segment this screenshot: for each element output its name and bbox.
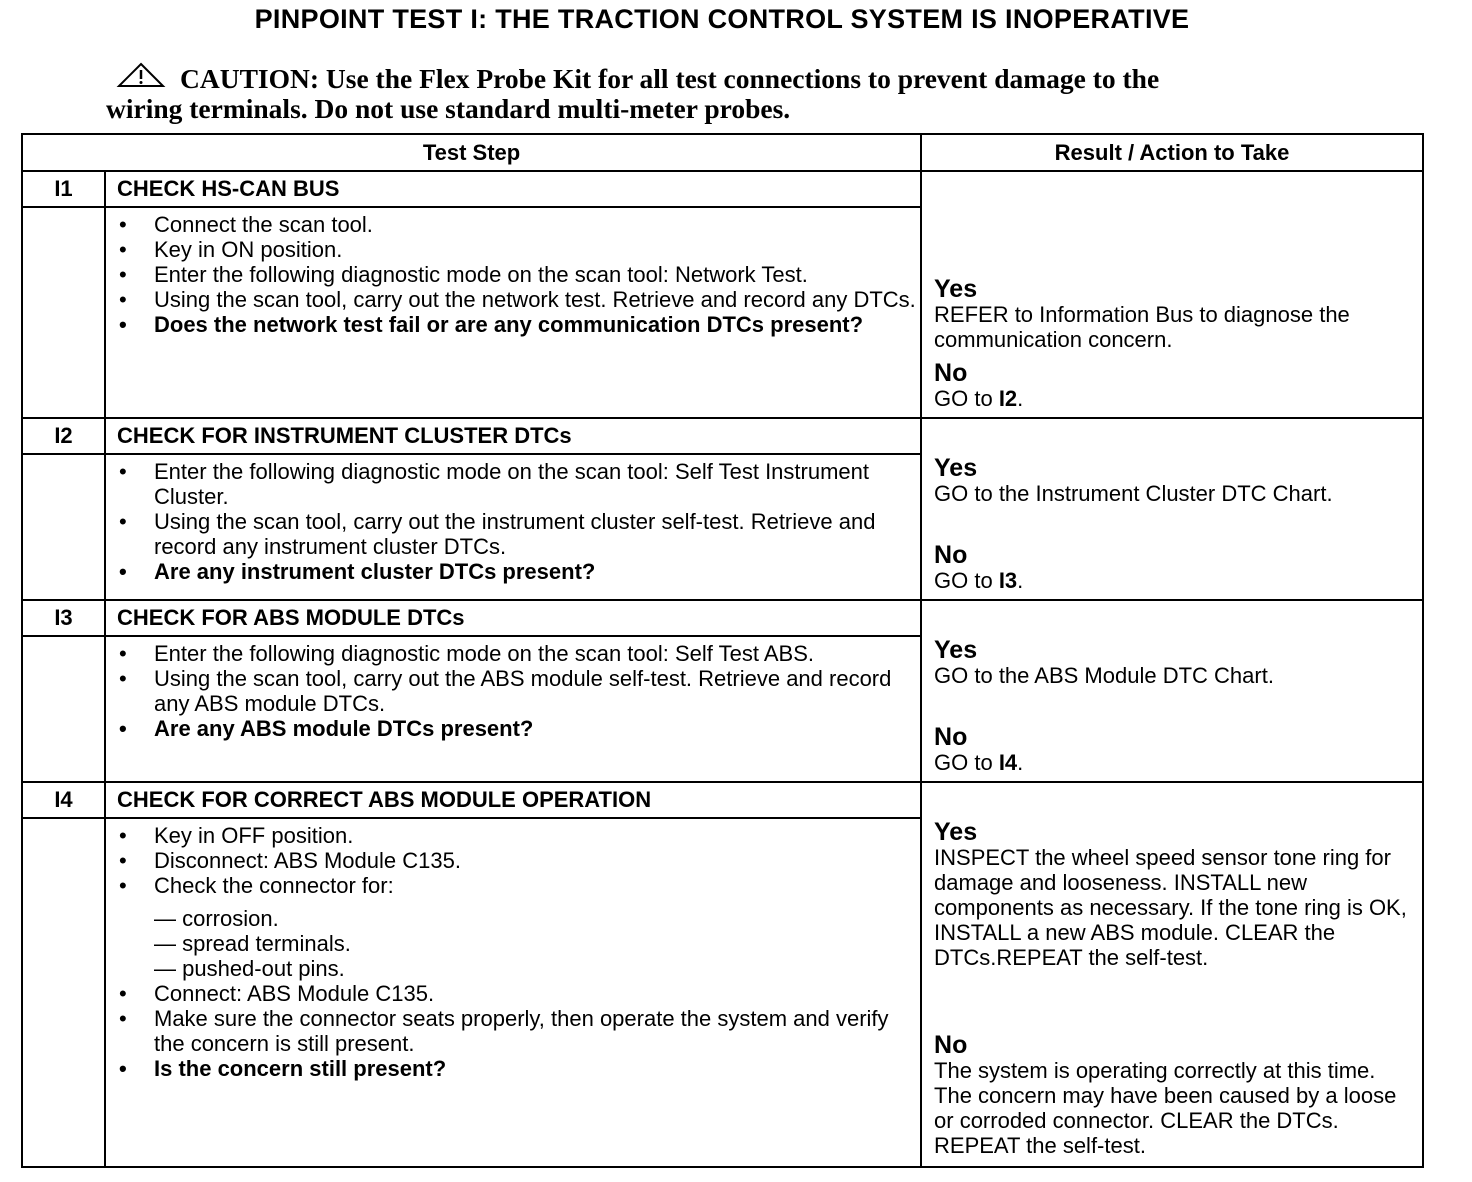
no-label: No: [934, 541, 968, 569]
no-action: GO to I2.: [934, 386, 1024, 411]
list-item: • Key in OFF position.: [106, 823, 920, 848]
list-item: • Enter the following diagnostic mode on the scan tool: Self Test ABS.: [106, 641, 920, 666]
list-item: • Enter the following diagnostic mode on the scan tool: Self Test Instrument Cluster.: [106, 459, 920, 509]
list-item: • Check the connector for:: [106, 873, 920, 898]
caution-note: [106, 62, 1406, 124]
step-id: I4: [22, 782, 105, 818]
list-item-question: • Are any instrument cluster DTCs present?: [106, 559, 920, 584]
caution-line-2: wiring terminals. Do not use standard multi-meter probes.: [106, 93, 791, 124]
no-label: No: [934, 723, 968, 751]
step-id-spacer: [22, 636, 105, 782]
list-item: • Enter the following diagnostic mode on the scan tool: Network Test.: [106, 262, 920, 287]
step-id-spacer: [22, 207, 105, 418]
list-item: • Using the scan tool, carry out the ABS module self-test. Retrieve and record any ABS module DTCs.: [106, 666, 920, 716]
list-item: • Using the scan tool, carry out the network test. Retrieve and record any DTCs.: [106, 287, 920, 312]
pinpoint-test-table: [21, 133, 1424, 1168]
step-instructions: [105, 636, 921, 782]
no-action: GO to I3.: [934, 568, 1024, 593]
no-action: The system is operating correctly at this time. The concern may have been caused by a loose or corroded connector. CLEAR the DTCs. REPEAT the self-test.: [934, 1058, 1397, 1158]
yes-label: Yes: [934, 818, 978, 846]
sub-list-item: — spread terminals.: [154, 931, 351, 956]
step-title: CHECK HS-CAN BUS: [105, 171, 921, 207]
step-id: I1: [22, 171, 105, 207]
step-id-spacer: [22, 818, 105, 1167]
yes-label: Yes: [934, 275, 978, 303]
sub-list-item: — pushed-out pins.: [154, 956, 345, 981]
step-result: [921, 782, 1423, 1167]
yes-action: GO to the ABS Module DTC Chart.: [934, 663, 1274, 688]
no-label: No: [934, 359, 968, 387]
step-instructions: [105, 818, 921, 1167]
header-test-step: Test Step: [22, 134, 921, 171]
list-item-question: • Are any ABS module DTCs present?: [106, 716, 920, 741]
list-item: • Using the scan tool, carry out the instrument cluster self-test. Retrieve and record any instrument cluster DTCs.: [106, 509, 920, 559]
list-item: • Connect: ABS Module C135.: [106, 981, 920, 1006]
no-action: GO to I4.: [934, 750, 1024, 775]
list-item: • Make sure the connector seats properly, then operate the system and verify the concern is still present.: [106, 1006, 920, 1056]
step-id-spacer: [22, 454, 105, 600]
step-id: I2: [22, 418, 105, 454]
step-result: [921, 600, 1423, 782]
step-instructions: [105, 207, 921, 418]
caution-line-1: CAUTION: Use the Flex Probe Kit for all test connections to prevent damage to the: [180, 63, 1160, 94]
list-item: • Connect the scan tool.: [106, 212, 920, 237]
step-instructions: [105, 454, 921, 600]
step-result: [921, 171, 1423, 418]
yes-action: GO to the Instrument Cluster DTC Chart.: [934, 481, 1333, 506]
step-result: [921, 418, 1423, 600]
yes-label: Yes: [934, 454, 978, 482]
list-item-question: • Is the concern still present?: [106, 1056, 920, 1081]
list-item-question: • Does the network test fail or are any communication DTCs present?: [106, 312, 920, 337]
step-title: CHECK FOR CORRECT ABS MODULE OPERATION: [105, 782, 921, 818]
yes-label: Yes: [934, 636, 978, 664]
step-title: CHECK FOR ABS MODULE DTCs: [105, 600, 921, 636]
list-item: • Disconnect: ABS Module C135.: [106, 848, 920, 873]
sub-list-item: — corrosion.: [154, 906, 279, 931]
yes-action: REFER to Information Bus to diagnose the communication concern.: [934, 302, 1350, 352]
step-id: I3: [22, 600, 105, 636]
page-title: PINPOINT TEST I: THE TRACTION CONTROL SYSTEM IS INOPERATIVE: [254, 4, 1190, 34]
warning-triangle-icon: [116, 62, 166, 88]
list-item: • Key in ON position.: [106, 237, 920, 262]
header-result-action: Result / Action to Take: [921, 134, 1423, 171]
no-label: No: [934, 1031, 968, 1059]
yes-action: INSPECT the wheel speed sensor tone ring for damage and looseness. INSTALL new components as necessary. If the tone ring is OK, INSTALL a new ABS module. CLEAR the DTCs.REPEAT the self-test.: [934, 845, 1407, 970]
step-title: CHECK FOR INSTRUMENT CLUSTER DTCs: [105, 418, 921, 454]
